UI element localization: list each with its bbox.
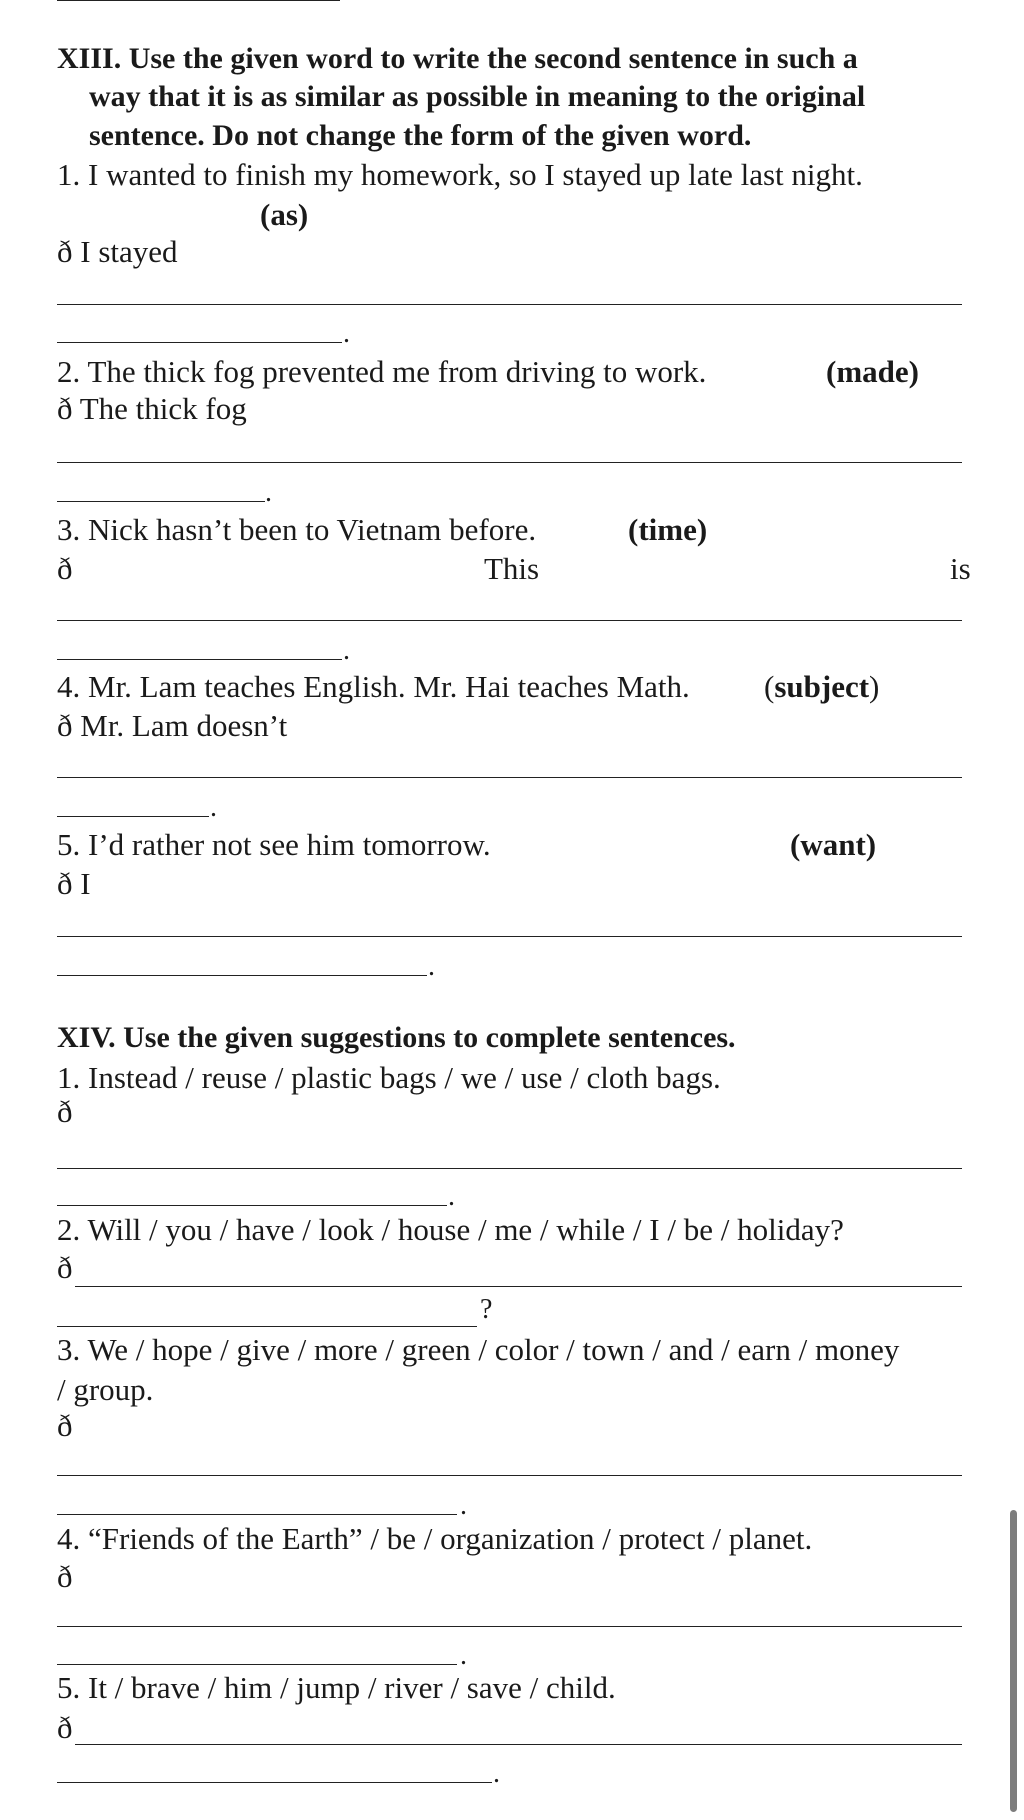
question-sentence: 1. I wanted to finish my homework, so I stayed up late last night. [57, 157, 863, 192]
answer-line[interactable] [57, 816, 209, 817]
question-sentence: 1. Instead / reuse / plastic bags / we / use / cloth bags. [57, 1060, 721, 1095]
answer-line[interactable] [57, 777, 962, 778]
answer-line[interactable] [57, 1205, 447, 1206]
answer-end-mark: . [493, 1758, 500, 1789]
answer-line[interactable] [57, 1168, 962, 1169]
answer-end-mark: . [460, 1490, 467, 1521]
answer-line[interactable] [57, 936, 962, 937]
answer-arrow: ð [57, 1094, 73, 1129]
answer-end-mark: . [448, 1181, 455, 1212]
answer-line[interactable] [57, 1626, 962, 1627]
given-word-close-paren: ) [869, 669, 880, 704]
given-word: (made) [826, 354, 919, 389]
answer-arrow: ð [57, 1710, 73, 1745]
answer-line[interactable] [57, 462, 962, 463]
question-sentence: 2. Will / you / have / look / house / me / while / I / be / holiday? [57, 1212, 844, 1247]
answer-line[interactable] [57, 975, 427, 976]
answer-prompt: is [950, 551, 971, 586]
answer-end-mark: . [343, 635, 350, 666]
answer-line[interactable] [75, 1744, 962, 1745]
given-word: (want) [790, 827, 877, 862]
given-word-bold: subject [774, 669, 870, 704]
answer-line[interactable] [57, 304, 962, 305]
answer-line[interactable] [57, 501, 265, 502]
question-sentence: 5. It / brave / him / jump / river / save / child. [57, 1670, 616, 1705]
question-sentence: 5. I’d rather not see him tomorrow. [57, 827, 491, 862]
answer-line[interactable] [57, 342, 342, 343]
answer-line[interactable] [57, 1782, 492, 1783]
answer-end-mark: . [343, 318, 350, 349]
question-sentence: 2. The thick fog prevented me from driving to work. [57, 354, 707, 389]
answer-arrow: ð [57, 1408, 73, 1443]
question-sentence-continuation: / group. [57, 1372, 154, 1407]
answer-prompt: ð The thick fog [57, 391, 247, 426]
answer-prompt: ð I stayed [57, 234, 178, 269]
answer-line[interactable] [57, 1514, 457, 1515]
section-13-title-line-2: way that it is as similar as possible in meaning to the original [89, 80, 866, 113]
answer-prompt: This [484, 551, 540, 586]
scrollbar-thumb[interactable] [1010, 1510, 1017, 1812]
answer-line [57, 0, 340, 1]
answer-end-mark: . [210, 792, 217, 823]
section-14-title: XIV. Use the given suggestions to complete sentences. [57, 1021, 736, 1054]
answer-line[interactable] [57, 1475, 962, 1476]
given-word-open-paren: ( [764, 669, 775, 704]
answer-end-mark: . [428, 951, 435, 982]
answer-arrow: ð [57, 1250, 73, 1285]
section-13-title-line-3: sentence. Do not change the form of the given word. [89, 119, 752, 152]
answer-prompt: ð I [57, 866, 91, 901]
question-sentence: 4. “Friends of the Earth” / be / organization / protect / planet. [57, 1521, 813, 1556]
answer-end-mark: . [460, 1640, 467, 1671]
answer-line[interactable] [75, 1286, 962, 1287]
answer-line[interactable] [57, 1326, 477, 1327]
answer-end-mark: ? [480, 1294, 493, 1325]
question-sentence: 3. Nick hasn’t been to Vietnam before. [57, 512, 537, 547]
section-13-title-line-1: XIII. Use the given word to write the second sentence in such a [57, 42, 858, 75]
answer-line[interactable] [57, 620, 962, 621]
given-word [764, 671, 879, 702]
answer-prompt: ð Mr. Lam doesn’t [57, 708, 288, 743]
given-word: (time) [628, 512, 708, 547]
answer-arrow: ð [57, 1559, 73, 1594]
answer-line[interactable] [57, 1664, 457, 1665]
answer-end-mark: . [265, 477, 272, 508]
given-word: (as) [260, 197, 309, 232]
answer-arrow: ð [57, 551, 73, 586]
question-sentence: 4. Mr. Lam teaches English. Mr. Hai teaches Math. [57, 669, 690, 704]
question-sentence: 3. We / hope / give / more / green / color / town / and / earn / money [57, 1332, 900, 1367]
answer-line[interactable] [57, 659, 342, 660]
